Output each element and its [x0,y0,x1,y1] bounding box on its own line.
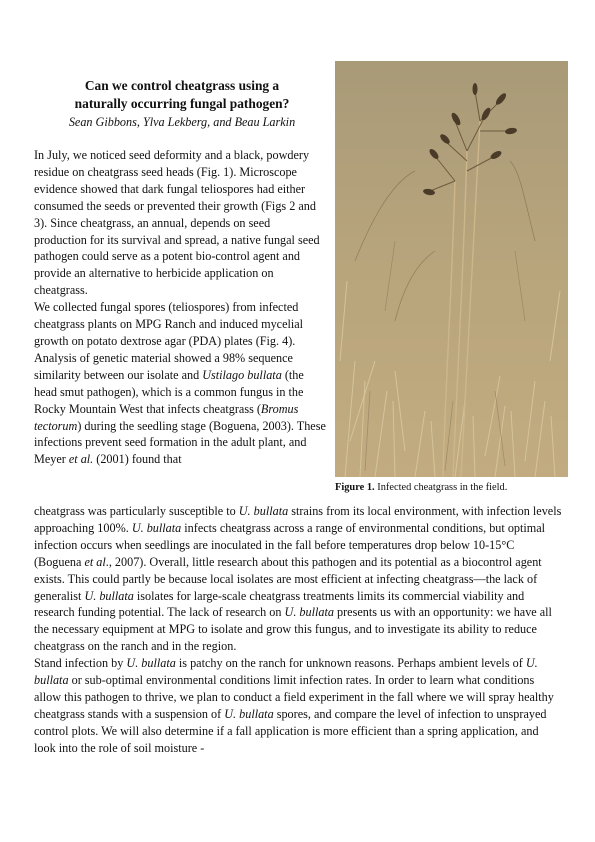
p2-text-c: ) during the seedling stage (Boguena, 2003). These infections prevent seed formation in the adult plant, and Meyer [34,418,326,467]
p3-text-c: infects cheatgrass across a range of environmental conditions, but optimal infection occurs when seedlings are inoculated in the fall before temperatures drop below 10-15°C (Boguena [34,520,546,569]
authors: Sean Gibbons, Ylva Lekberg, and Beau Larkin [68,115,296,129]
column-text [34,147,326,468]
species-name: Ustilago bullata [202,367,282,382]
title-block [34,77,330,131]
p2-text-d: (2001) found that [93,452,182,467]
title-line-1: Can we control cheatgrass using a [84,78,280,93]
species-name: Bromus tectorum [34,401,299,433]
et-al: et al [84,554,106,569]
article-title [34,77,330,113]
p2-text-a: We collected fungal spores (teliospores) from infected cheatgrass plants on MPG Ranch and induced mycelial growth on potato dextrose agar (PDA) plates (Fig. 4). Analysis of genetic material showed a 98% sequence similarity between our isolate and [34,300,304,382]
p4-text-b: is patchy on the ranch for unknown reasons. Perhaps ambient levels of [175,656,526,671]
p1-text: In July, we noticed seed deformity and a black, powdery residue on cheatgrass seed heads (Fig. 1). Microscope evidence showed that dark fungal teliospores had either consumed the seeds or prevented their growth (Figs 2 and 3). Since cheatgrass, an annual, depends on seed production for its survival and spread, a native fungal seed pathogen could serve as a potent bio-control agent and provide an alternative to herbicide application on cheatgrass. [34,148,320,298]
cheatgrass-photo-icon [335,61,568,477]
title-line-2: naturally occurring fungal pathogen? [74,96,290,111]
p4-text-c: or sub-optimal environmental conditions limit infection rates. In order to learn what conditions allow this pathogen to thrive, we plan to conduct a field experiment in the fall where we will spray healthy cheatgrass stands with a suspension of [34,673,554,721]
p4-text-a: Stand infection by [34,656,127,671]
paragraph-2 [34,299,326,468]
species-name: U. bullata [34,656,538,688]
p2-text-b: (the head smut pathogen), which is a common fungus in the Rocky Mountain West that infects cheatgrass ( [34,367,304,416]
p4-text-d: spores, and compare the level of infection to unsprayed control plots. We will also determine if a fall application is more efficient than a spring application, and look into the role of soil moisture - [34,706,547,755]
full-width-text [34,503,562,757]
caption-label: Figure 1. [335,482,375,493]
caption-text: Infected cheatgrass in the field. [374,482,508,493]
figure-1-photo [335,61,568,477]
paragraph-3 [34,503,562,655]
species-name: U. bullata [284,605,334,620]
p3-text-d: ., 2007). Overall, little research about this pathogen and its potential as a biocontrol agent exists. This could partly be because local isolates are most efficient at infecting cheatgrass—the lack of generalist [34,554,542,603]
p3-text-b: strains from its local environment, with infection levels approaching 100%. [34,504,562,535]
p3-text-a: cheatgrass was particularly susceptible to [34,504,239,518]
p3-text-e: isolates for large-scale cheatgrass treatments limits its commercial viability and research funding potential. The lack of research on [34,588,525,620]
species-name: U. bullata [131,520,182,535]
species-name: U. bullata [238,504,289,518]
et-al: et al. [68,452,94,467]
species-name: U. bullata [126,656,176,671]
species-name: U. bullata [84,588,134,603]
p3-text-f: presents us with an opportunity: we have all the necessary equipment at MPG to isolate and grow this fungus, and to investigate its ability to reduce cheatgrass on the ranch and in the region. [34,605,552,654]
paragraph-1 [34,147,326,299]
species-name: U. bullata [224,706,274,721]
figure-1-caption [335,481,568,494]
paragraph-4 [34,655,562,756]
